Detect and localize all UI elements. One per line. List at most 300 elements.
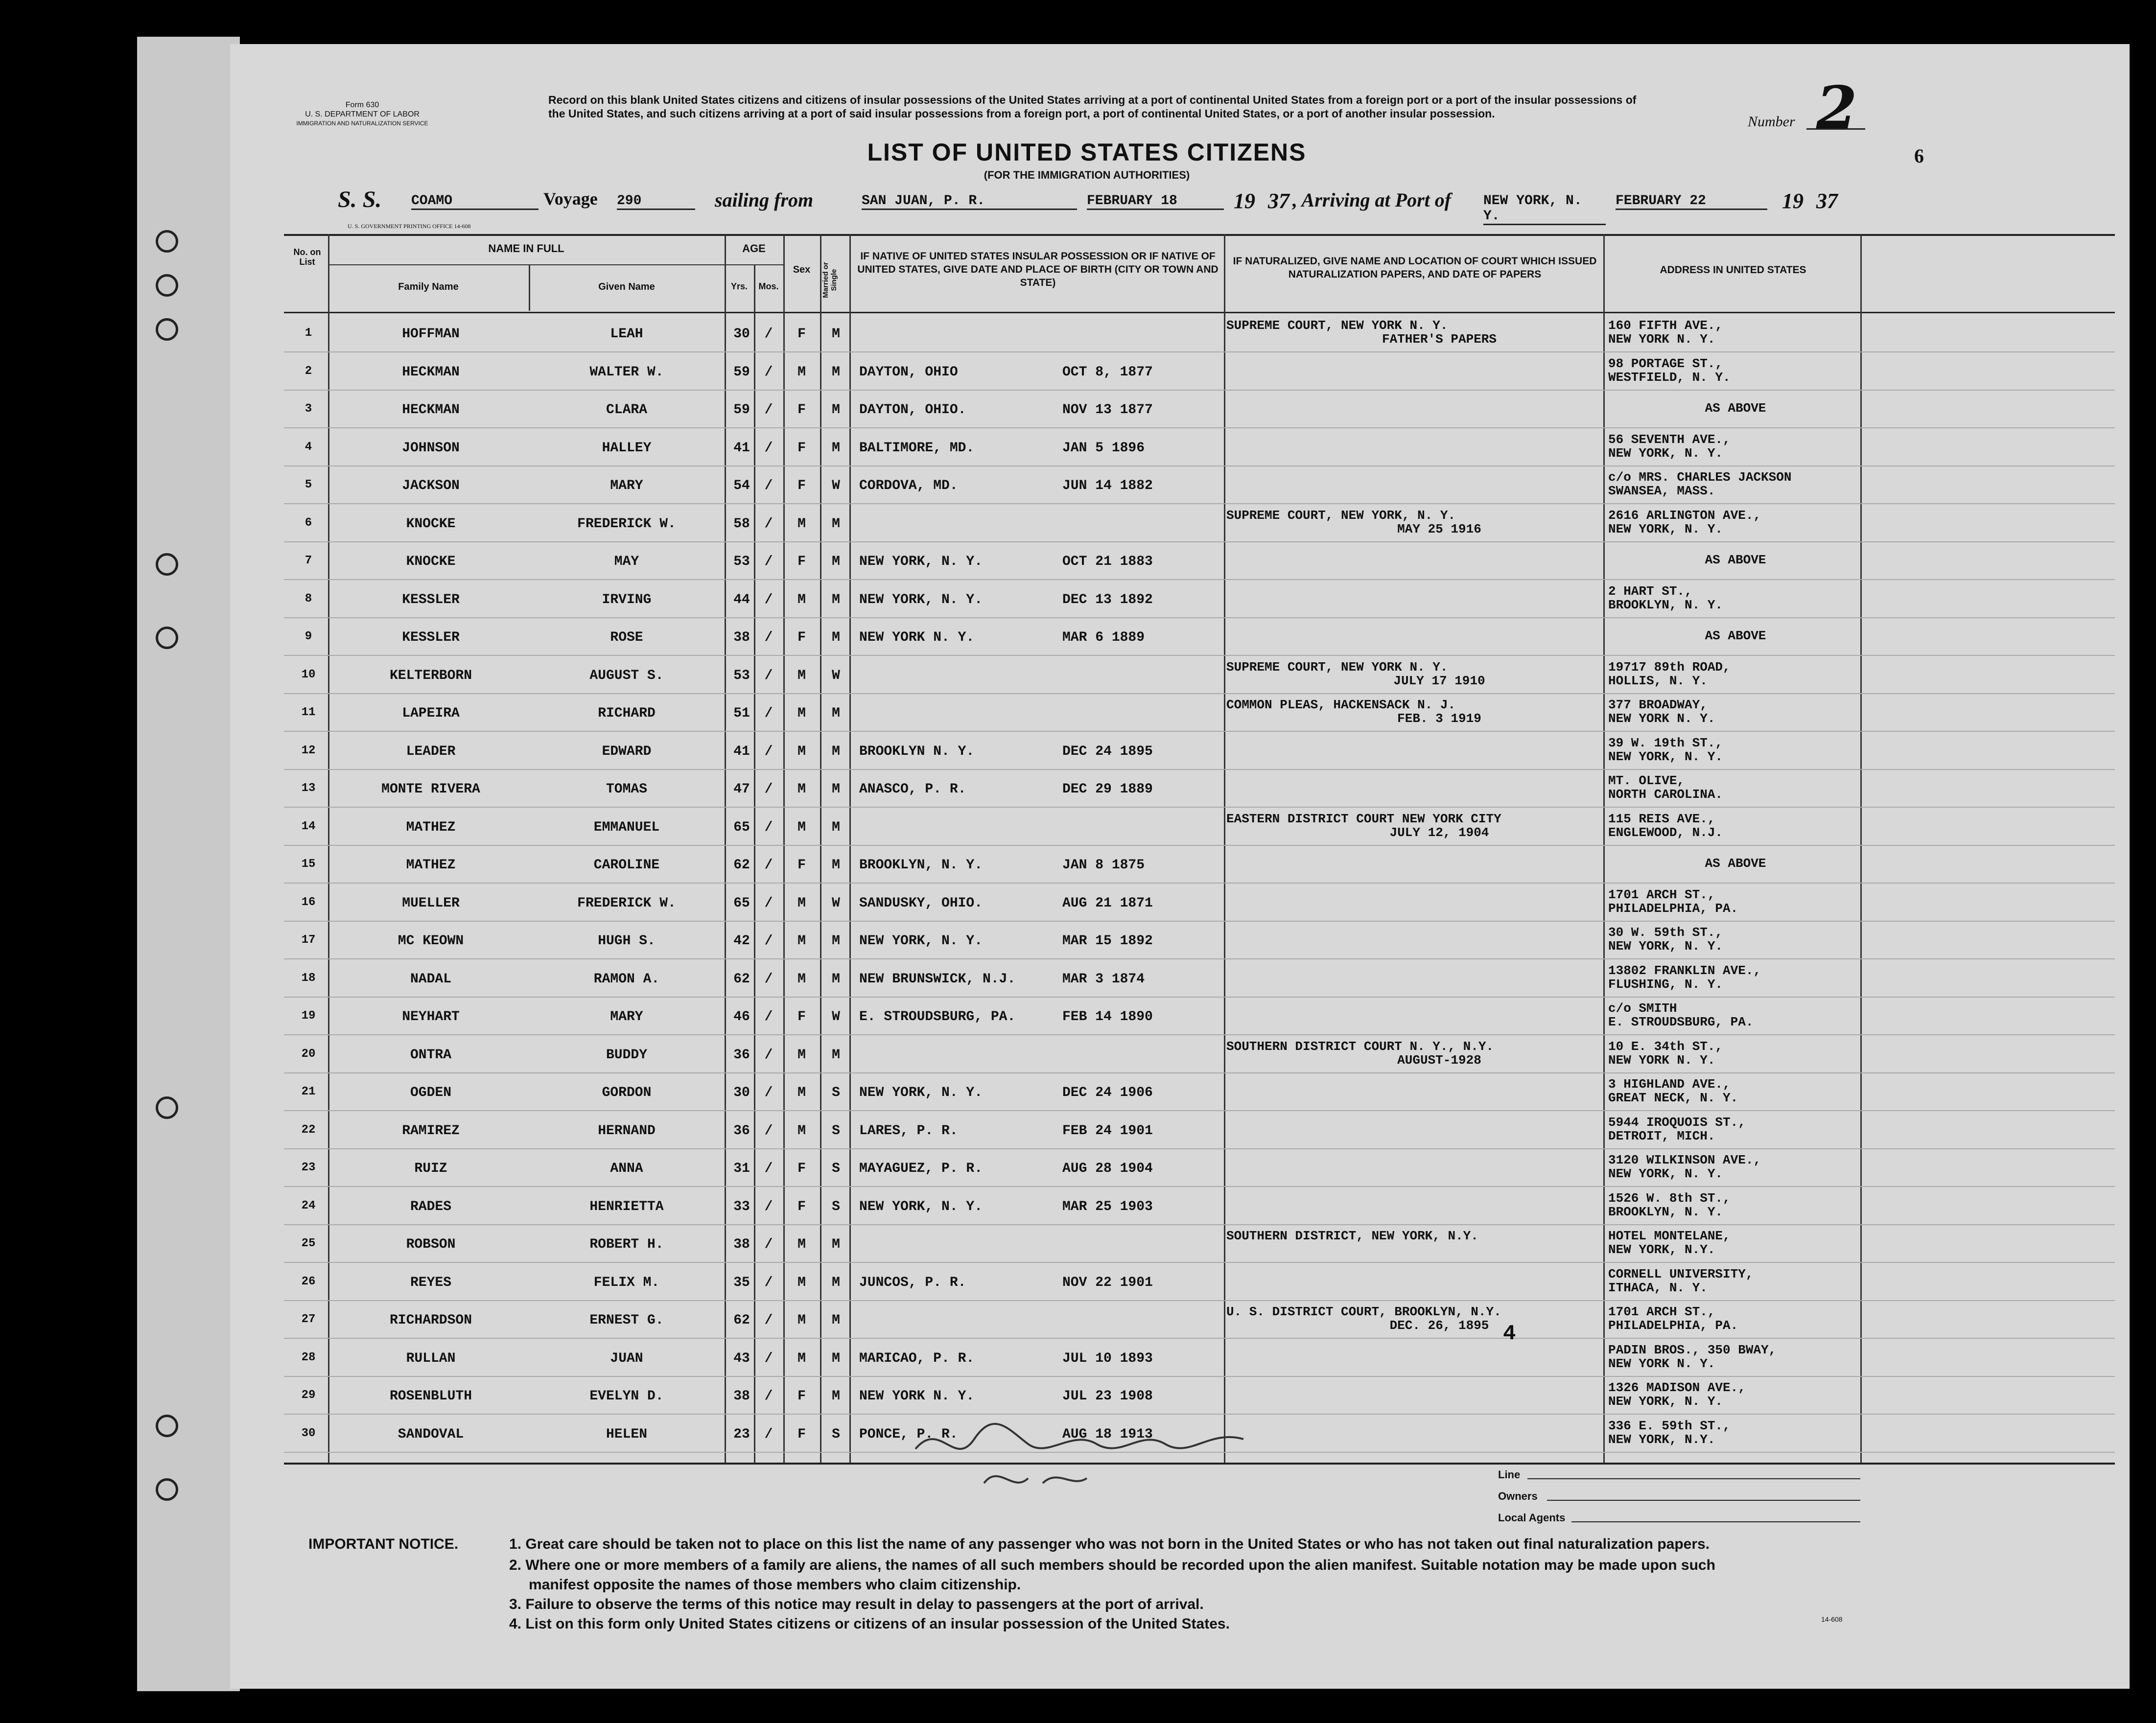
address-line-1: 56 SEVENTH AVE., [1608,432,1731,447]
address-line-2: NEW YORK, N. Y. [1608,1166,1723,1181]
row-number: 22 [301,1123,316,1137]
notice-2: 2. Where one or more members of a family are aliens, the names of all such members should be recorded upon the alien manifest. Suitable notation may be made upon such [509,1557,1715,1573]
birth-date: DEC 24 1895 [1062,744,1153,759]
family-name: KESSLER [402,592,460,607]
naturalization-date: JULY 17 1910 [1393,673,1485,688]
age-months: / [764,668,773,683]
family-name: MUELLER [402,895,460,911]
age-months: / [764,630,773,645]
address-line-2: NEW YORK N. Y. [1608,1356,1715,1371]
binder-hole [156,1478,178,1501]
address-line-1: AS ABOVE [1705,856,1766,871]
marital-status: M [832,326,840,342]
birth-place: SANDUSKY, OHIO. [859,895,983,911]
row-number: 14 [301,819,316,833]
list-number: 2 [1816,73,1857,142]
arrival-year-prefix: 19 [1782,189,1804,213]
address-line-1: 19717 89th ROAD, [1608,659,1731,675]
arrival-port: NEW YORK, N. Y. [1483,193,1606,225]
address-line-2: DETROIT, MICH. [1608,1128,1715,1143]
birth-date: AUG 28 1904 [1062,1161,1153,1176]
form-number: Form 630 [345,101,379,109]
given-name: MAY [614,554,639,569]
sex: F [797,478,806,493]
age-months: / [764,478,773,493]
age-months: / [764,895,773,911]
marital-status: M [832,554,840,569]
naturalization-court: SUPREME COURT, NEW YORK N. Y. [1226,659,1448,675]
row-number: 10 [301,668,316,681]
age-years: 59 [733,402,750,418]
col-given-name: Given Name [598,281,655,292]
sex: M [797,516,806,532]
address-line-2: NEW YORK, N.Y. [1608,1242,1715,1257]
age-months: / [764,440,773,456]
naturalization-date: DEC. 26, 1895 [1389,1318,1489,1333]
age-years: 35 [733,1275,750,1290]
marital-status: W [832,478,840,493]
age-months: / [764,592,773,607]
notice-title: IMPORTANT NOTICE. [308,1536,459,1552]
family-name: RAMIREZ [402,1123,460,1139]
sex: F [797,440,806,456]
age-years: 30 [733,326,750,342]
family-name: ONTRA [410,1047,451,1063]
naturalization-court: SUPREME COURT, NEW YORK, N. Y. [1226,508,1456,523]
row-number: 24 [301,1199,316,1212]
sex: M [797,1313,806,1328]
family-name: MATHEZ [406,858,456,873]
row-number: 30 [301,1426,316,1440]
naturalization-court: SUPREME COURT, NEW YORK N. Y. [1226,318,1448,333]
sex: M [797,1047,806,1063]
col-sex: Sex [793,264,811,275]
notice-2-continued: manifest opposite the names of those members who claim citizenship. [529,1577,1021,1593]
birth-date: FEB 24 1901 [1062,1123,1153,1139]
sex: M [797,933,806,949]
age-years: 54 [733,478,750,493]
address-line-1: 377 BROADWAY, [1608,698,1708,712]
address-line-1: 3120 WILKINSON AVE., [1608,1153,1761,1167]
given-name: LEAH [610,326,643,342]
given-name: CAROLINE [593,858,660,873]
arriving-label: , Arriving at Port of [1292,189,1452,211]
col-no-on-list: No. on List [293,247,321,267]
marital-status: W [832,668,840,683]
address-line-1: 1701 ARCH ST., [1608,887,1715,902]
marital-status: M [832,1047,840,1063]
sex: F [797,1199,806,1214]
birth-date: NOV 13 1877 [1062,402,1153,418]
family-name: JACKSON [402,478,460,493]
age-years: 36 [733,1047,750,1063]
age-years: 65 [733,819,750,835]
family-name: KNOCKE [406,516,456,532]
age-years: 36 [733,1123,750,1139]
owners-label: Owners [1498,1490,1538,1502]
page-subtitle: (FOR THE IMMIGRATION AUTHORITIES) [984,169,1190,181]
family-name: NADAL [410,971,451,987]
family-name: RUIZ [414,1161,447,1176]
marital-status: M [832,1237,840,1252]
address-line-1: 2 HART ST., [1608,583,1692,599]
address-line-1: CORNELL UNIVERSITY, [1608,1266,1754,1281]
given-name: FREDERICK W. [577,516,676,532]
handwritten-annotation [911,1410,1283,1498]
sex: F [797,630,806,645]
given-name: TOMAS [606,782,647,797]
naturalization-court: EASTERN DISTRICT COURT NEW YORK CITY [1226,811,1501,826]
given-name: WALTER W. [589,364,664,380]
age-months: / [764,1199,773,1214]
marital-status: M [832,744,840,759]
departure-date: FEBRUARY 18 [1087,193,1224,210]
birth-date: JUL 10 1893 [1062,1350,1153,1366]
age-years: 65 [733,895,750,911]
address-line-2: PHILADELPHIA, PA. [1608,1318,1738,1333]
row-number: 29 [301,1389,316,1402]
form-id-block [279,100,445,128]
age-years: 41 [733,440,750,456]
address-line-1: 1326 MADISON AVE., [1608,1380,1746,1395]
address-line-1: AS ABOVE [1705,629,1766,643]
address-line-1: c/o SMITH [1608,1001,1677,1016]
row-number: 13 [301,782,316,795]
age-years: 53 [733,554,750,569]
given-name: ERNEST G. [589,1313,664,1328]
naturalization-date: FEB. 3 1919 [1397,711,1481,726]
naturalization-court: U. S. DISTRICT COURT, BROOKLYN, N.Y. [1226,1304,1501,1319]
age-months: / [764,1350,773,1366]
age-years: 31 [733,1161,750,1176]
given-name: IRVING [602,592,652,607]
address-line-1: AS ABOVE [1705,553,1766,567]
address-line-1: 1526 W. 8th ST., [1608,1190,1731,1206]
birth-place: MAYAGUEZ, P. R. [859,1161,983,1176]
ss-label: S. S. [338,186,382,212]
birth-place: JUNCOS, P. R. [859,1275,966,1290]
family-name: HECKMAN [402,402,460,418]
address-line-2: NORTH CAROLINA. [1608,787,1723,802]
address-line-1: AS ABOVE [1705,401,1766,416]
given-name: EDWARD [602,744,652,759]
birth-date: OCT 21 1883 [1062,554,1153,569]
page-title: LIST OF UNITED STATES CITIZENS [867,139,1307,166]
row-number: 17 [301,933,316,947]
age-months: / [764,782,773,797]
ship-name: COAMO [411,193,539,210]
age-years: 62 [733,971,750,987]
departure-port: SAN JUAN, P. R. [862,193,1077,210]
marital-status: M [832,1389,840,1404]
form-code: 14-608 [1821,1615,1843,1623]
given-name: ROSE [610,630,643,645]
age-months: / [764,1009,773,1024]
address-line-1: 5944 IROQUOIS ST., [1608,1115,1746,1130]
address-line-2: NEW YORK, N. Y. [1608,1394,1723,1409]
address-line-2: FLUSHING, N. Y. [1608,977,1723,992]
row-number: 23 [301,1161,316,1174]
marital-status: M [832,592,840,607]
address-line-1: 30 W. 59th ST., [1608,925,1723,940]
row-number: 9 [305,630,312,643]
sex: M [797,364,806,380]
birth-place: NEW YORK, N. Y. [859,554,983,569]
row-number: 4 [305,440,312,454]
marital-status: M [832,819,840,835]
birth-place: E. STROUDSBURG, PA. [859,1009,1016,1024]
birth-place: DAYTON, OHIO. [859,402,966,418]
age-years: 58 [733,516,750,532]
address-line-1: 115 REIS AVE., [1608,811,1715,826]
address-line-1: 98 PORTAGE ST., [1608,356,1723,371]
family-name: HOFFMAN [402,326,460,342]
printing-office-note: U. S. GOVERNMENT PRINTING OFFICE 14-608 [348,223,471,230]
age-months: / [764,554,773,569]
sex: M [797,782,806,797]
given-name: HALLEY [602,440,652,456]
age-months: / [764,1237,773,1252]
given-name: GORDON [602,1085,652,1100]
row-number: 15 [301,858,316,871]
row-number: 21 [301,1085,316,1098]
notice-4: 4. List on this form only United States citizens or citizens of an insular possession of the United States. [509,1616,1230,1632]
marital-status: M [832,440,840,456]
departure-year: 37 [1268,189,1289,213]
given-name: MARY [610,478,643,493]
address-line-2: E. STROUDSBURG, PA. [1608,1015,1754,1029]
age-months: / [764,1313,773,1328]
naturalization-date: FATHER'S PAPERS [1382,332,1497,347]
page-number: 6 [1914,145,1924,167]
birth-place: NEW YORK N. Y. [859,1389,975,1404]
address-line-1: 336 E. 59th ST., [1608,1418,1731,1433]
age-years: 46 [733,1009,750,1024]
arrival-date: FEBRUARY 22 [1616,193,1767,210]
age-months: / [764,326,773,342]
address-line-2: NEW YORK, N. Y. [1608,521,1723,536]
marital-status: W [832,1009,840,1024]
sex: F [797,1389,806,1404]
family-name: OGDEN [410,1085,451,1100]
sex: M [797,971,806,987]
family-name: NEYHART [402,1009,460,1024]
birth-date: MAR 25 1903 [1062,1199,1153,1214]
sex: F [797,1161,806,1176]
address-line-2: HOLLIS, N. Y. [1608,673,1708,688]
marital-status: W [832,895,840,911]
sex: F [797,326,806,342]
col-family-name: Family Name [398,281,459,292]
voyage-number: 290 [617,193,695,210]
row-number: 11 [301,706,316,719]
marital-status: M [832,1313,840,1328]
marital-status: M [832,1275,840,1290]
family-name: SANDOVAL [398,1426,464,1442]
sex: F [797,858,806,873]
family-name: REYES [410,1275,451,1290]
age-years: 62 [733,858,750,873]
age-years: 59 [733,364,750,380]
naturalization-court: COMMON PLEAS, HACKENSACK N. J. [1226,698,1456,712]
marital-status: S [832,1199,840,1214]
sex: M [797,819,806,835]
given-name: JUAN [610,1350,643,1366]
age-years: 42 [733,933,750,949]
birth-date: OCT 8, 1877 [1062,364,1153,380]
age-years: 43 [733,1350,750,1366]
marital-status: M [832,782,840,797]
row-number: 18 [301,971,316,985]
col-address: ADDRESS IN UNITED STATES [1660,264,1806,276]
row-number: 26 [301,1275,316,1288]
given-name: EMMANUEL [593,819,660,835]
address-line-1: c/o MRS. CHARLES JACKSON [1608,470,1792,485]
birth-place: BROOKLYN, N. Y. [859,858,983,873]
family-name: RADES [410,1199,451,1214]
family-name: KNOCKE [406,554,456,569]
notice-3: 3. Failure to observe the terms of this notice may result in delay to passengers at the port of arrival. [509,1596,1204,1612]
age-months: / [764,1161,773,1176]
naturalization-court: SOUTHERN DISTRICT, NEW YORK, N.Y. [1226,1229,1478,1243]
birth-place: PONCE, P. R. [859,1426,958,1442]
birth-date: JUL 23 1908 [1062,1389,1153,1404]
sex: F [797,1426,806,1442]
birth-place: NEW YORK N. Y. [859,630,975,645]
sex: M [797,1275,806,1290]
marital-status: M [832,516,840,532]
family-name: ROBSON [406,1237,456,1252]
family-name: LAPEIRA [402,706,460,721]
address-line-1: MT. OLIVE, [1608,773,1685,788]
address-line-2: ENGLEWOOD, N.J. [1608,825,1723,840]
marital-status: M [832,971,840,987]
row-number: 25 [301,1237,316,1250]
row-number: 12 [301,744,316,757]
age-months: / [764,402,773,418]
age-months: / [764,1275,773,1290]
birth-place: NEW YORK, N. Y. [859,933,983,949]
naturalization-date: JULY 12, 1904 [1389,825,1489,840]
col-naturalized: IF NATURALIZED, GIVE NAME AND LOCATION OF COURT WHICH ISSUED NATURALIZATION PAPERS, AND DATE OF PAPERS [1233,256,1597,280]
address-line-1: HOTEL MONTELANE, [1608,1229,1731,1243]
departure-year-prefix: 19 [1234,189,1255,213]
department-name: U. S. DEPARTMENT OF LABOR [305,110,420,118]
marital-status: M [832,402,840,418]
age-months: / [764,1085,773,1100]
given-name: EVELYN D. [589,1389,664,1404]
naturalization-date: AUGUST-1928 [1397,1052,1481,1068]
address-line-2: NEW YORK, N. Y. [1608,749,1723,764]
given-name: RAMON A. [593,971,660,987]
address-line-1: PADIN BROS., 350 BWAY, [1608,1342,1777,1357]
family-name: ROSENBLUTH [389,1389,472,1404]
binding-edge [137,37,240,1691]
naturalization-court: SOUTHERN DISTRICT COURT N. Y., N.Y. [1226,1039,1494,1054]
age-years: 51 [733,706,750,721]
address-line-2: ITHACA, N. Y. [1608,1280,1708,1295]
age-months: / [764,858,773,873]
age-months: / [764,706,773,721]
marital-status: S [832,1161,840,1176]
sex: F [797,554,806,569]
row-number: 5 [305,478,312,491]
age-years: 53 [733,668,750,683]
given-name: RICHARD [598,706,656,721]
birth-place: NEW YORK, N. Y. [859,592,983,607]
birth-date: AUG 21 1871 [1062,895,1153,911]
row-number: 20 [301,1047,316,1061]
address-line-2: GREAT NECK, N. Y. [1608,1091,1738,1105]
age-months: / [764,364,773,380]
sex: M [797,1085,806,1100]
row-number: 28 [301,1350,316,1364]
birth-place: ANASCO, P. R. [859,782,966,797]
birth-place: MARICAO, P. R. [859,1350,975,1366]
birth-date: JAN 5 1896 [1062,440,1145,456]
marital-status: M [832,706,840,721]
binder-hole [156,1096,178,1119]
address-line-1: 13802 FRANKLIN AVE., [1608,963,1761,978]
birth-place: LARES, P. R. [859,1123,958,1139]
binder-hole [156,553,178,576]
sex: M [797,1350,806,1366]
age-years: 38 [733,1237,750,1252]
marital-status: M [832,858,840,873]
address-line-2: SWANSEA, MASS. [1608,484,1715,498]
line-label: Line [1498,1468,1521,1481]
birth-place: BROOKLYN N. Y. [859,744,975,759]
row-number: 3 [305,402,312,416]
binder-hole [156,1415,178,1437]
address-line-2: NEW YORK N. Y. [1608,332,1715,347]
given-name: BUDDY [606,1047,647,1063]
age-months: / [764,1047,773,1063]
address-line-2: NEW YORK, N.Y. [1608,1432,1715,1447]
birth-date: FEB 14 1890 [1062,1009,1153,1024]
sex: F [797,1009,806,1024]
family-name: RICHARDSON [389,1313,472,1328]
address-line-2: BROOKLYN, N. Y. [1608,1204,1723,1219]
family-name: KESSLER [402,630,460,645]
family-name: RULLAN [406,1350,456,1366]
address-line-2: BROOKLYN, N. Y. [1608,597,1723,612]
age-years: 38 [733,630,750,645]
age-months: / [764,516,773,532]
age-years: 47 [733,782,750,797]
birth-date: DEC 13 1892 [1062,592,1153,607]
age-months: / [764,933,773,949]
local-agents-label: Local Agents [1498,1512,1566,1524]
row-number: 6 [305,516,312,530]
family-name: KELTERBORN [389,668,472,683]
marital-status: M [832,933,840,949]
col-birth: IF NATIVE OF UNITED STATES INSULAR POSSESSION OR IF NATIVE OF UNITED STATES, GIVE DATE AND PLACE OF BIRTH (CITY OR TOWN AND STATE) [857,251,1219,288]
family-name: MONTE RIVERA [381,782,480,797]
row-number: 27 [301,1313,316,1326]
address-line-1: 39 W. 19th ST., [1608,735,1723,750]
row-number: 19 [301,1009,316,1023]
birth-place: DAYTON, OHIO [859,364,958,380]
family-name: JOHNSON [402,440,460,456]
form-instructions: Record on this blank United States citizens and citizens of insular possessions of the United States arriving at a port of continental United States from a foreign port or a port of the insular possessions of the United States, and such citizens arriving at a port of said insular possessions from a foreign port, a port of continental United States, or a port of another insular possession. [548,93,1637,120]
sex: M [797,744,806,759]
row-number: 1 [305,326,312,340]
naturalization-date: MAY 25 1916 [1397,521,1481,536]
address-line-2: NEW YORK, N. Y. [1608,445,1723,461]
age-months: / [764,1389,773,1404]
age-years: 33 [733,1199,750,1214]
